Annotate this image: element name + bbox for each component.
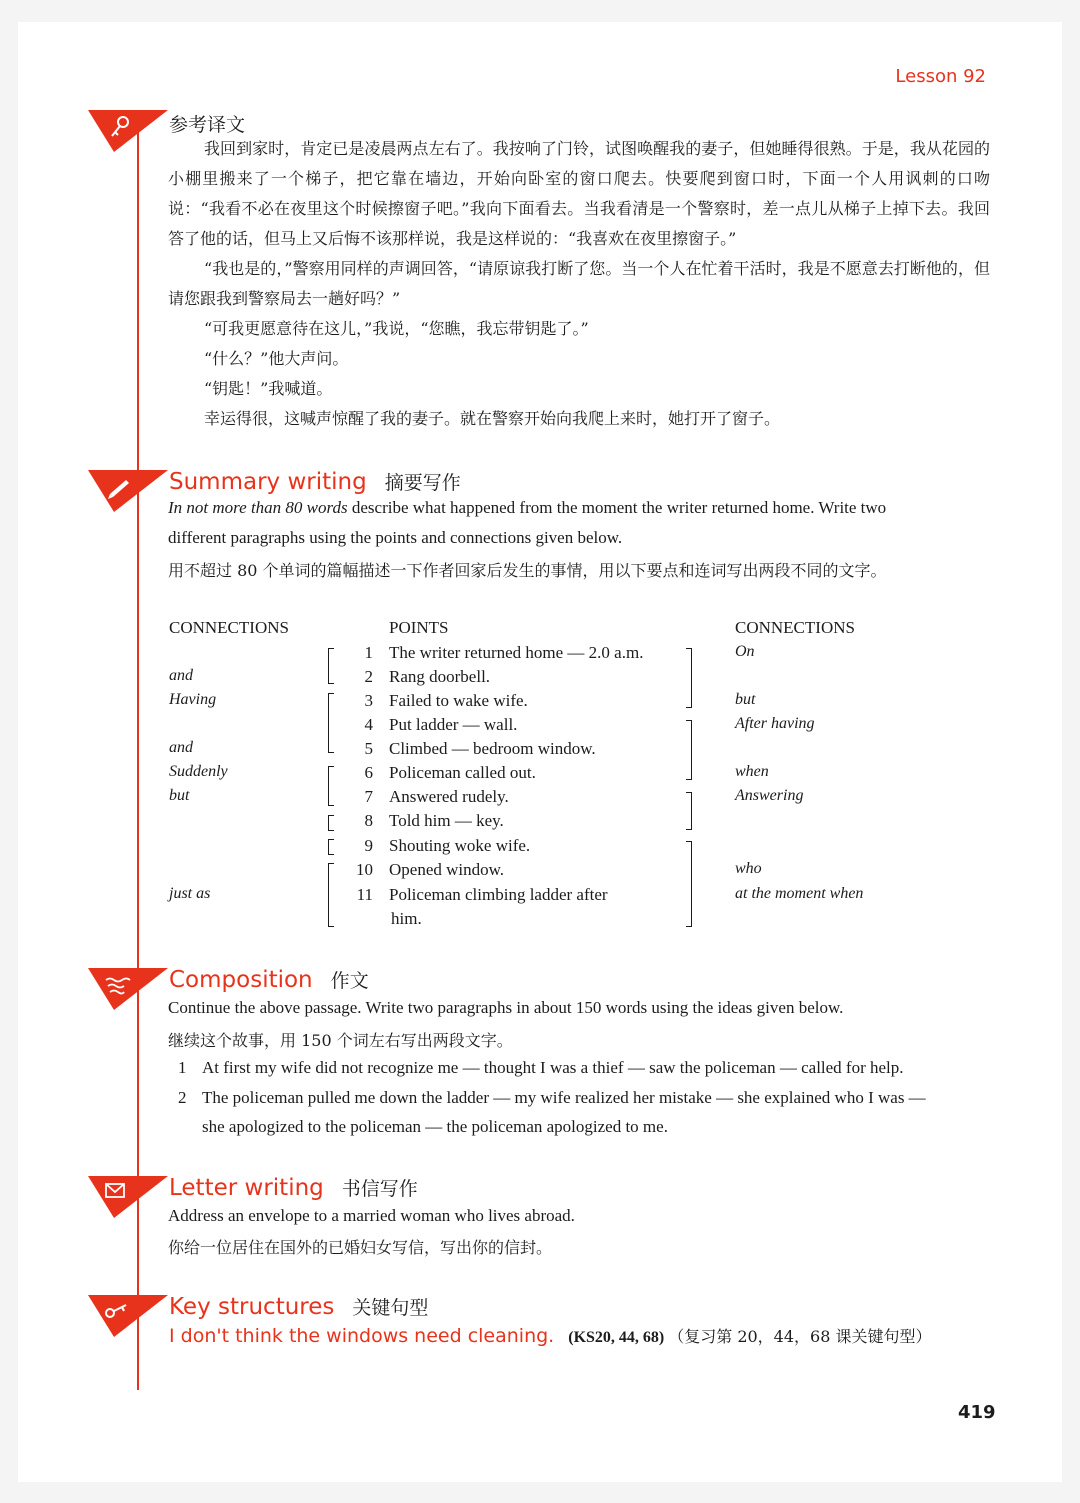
composition-heading: [169, 966, 369, 993]
section-marker-key: [88, 1293, 168, 1339]
right-connection: who: [735, 860, 762, 877]
right-connection: when: [735, 763, 769, 780]
left-connection: and: [169, 739, 193, 756]
key-reference-zh: （复习第 20，44，68 课关键句型）: [668, 1327, 932, 1346]
bracket-left: [328, 815, 334, 831]
point-number: 2: [364, 667, 373, 686]
item-number: 1: [178, 1058, 187, 1077]
bracket-left: [328, 766, 334, 806]
bracket-left: [328, 863, 334, 927]
summary-heading: [169, 468, 461, 495]
composition-item-2-continued: she apologized to the policeman — the policeman apologized to me.: [202, 1117, 668, 1136]
bracket-left: [328, 839, 334, 855]
key-title-en: Key structures: [169, 1294, 335, 1320]
left-connection: Suddenly: [169, 763, 228, 780]
key-heading: [169, 1293, 428, 1320]
summary-instruction-zh: 用不超过 80 个单词的篇幅描述一下作者回家后发生的事情，用以下要点和连词写出两段不同的文字。: [168, 561, 887, 580]
letter-instruction: Address an envelope to a married woman who lives abroad.: [168, 1206, 575, 1225]
point-number: 6: [364, 763, 373, 782]
point-text: Opened window.: [389, 860, 505, 879]
point-text: Policeman climbing ladder after: [389, 885, 608, 904]
letter-title-en: Letter writing: [169, 1175, 324, 1201]
translation-paragraph-4: “什么？”他大声问。: [204, 349, 349, 368]
composition-instruction-zh: 继续这个故事，用 150 个词左右写出两段文字。: [168, 1031, 513, 1050]
point-number: 5: [364, 739, 373, 758]
col-header-points: POINTS: [389, 618, 449, 637]
point-text: Policeman called out.: [389, 763, 536, 782]
bracket-right: [686, 841, 692, 927]
point-number: 10: [356, 860, 373, 879]
left-connection: and: [169, 667, 193, 684]
point-text: Climbed — bedroom window.: [389, 739, 596, 758]
translation-paragraph-3: “可我更愿意待在这儿，”我说，“您瞧，我忘带钥匙了。”: [204, 319, 589, 338]
point-number: 9: [364, 836, 373, 855]
bracket-right: [686, 648, 692, 708]
left-connection: just as: [169, 885, 211, 902]
point-number: 1: [364, 643, 373, 662]
point-text: Put ladder — wall.: [389, 715, 518, 734]
key-reference: (KS20, 44, 68): [568, 1329, 665, 1346]
point-text: Failed to wake wife.: [389, 691, 528, 710]
item-text: At first my wife did not recognize me — thought I was a thief — saw the policeman — called for help.: [202, 1058, 904, 1077]
col-header-connections-left: CONNECTIONS: [169, 618, 289, 637]
section-marker-summary: [88, 468, 168, 514]
left-connection: but: [169, 787, 190, 804]
summary-instruction-rest: describe what happened from the moment the writer returned home. Write two: [347, 498, 887, 517]
key-title-zh: 关键句型: [352, 1297, 429, 1319]
item-number: 2: [178, 1088, 187, 1107]
point-number: 4: [364, 715, 373, 734]
translation-paragraph-5: “钥匙！”我喊道。: [204, 379, 333, 398]
point-number: 8: [364, 811, 373, 830]
translation-title: 参考译文: [169, 114, 246, 136]
summary-instruction-line1: [168, 498, 886, 518]
item-text: The policeman pulled me down the ladder — my wife realized her mistake — she explained who I was —: [202, 1088, 926, 1107]
point-text: Told him — key.: [389, 811, 504, 830]
point-text: Rang doorbell.: [389, 667, 491, 686]
summary-instruction-line2: different paragraphs using the points and connections given below.: [168, 528, 623, 547]
letter-instruction-zh: 你给一位居住在国外的已婚妇女写信，写出你的信封。: [168, 1238, 553, 1257]
bracket-right: [686, 720, 692, 780]
section-marker-translation: [88, 108, 168, 154]
lesson-label: Lesson 92: [895, 66, 986, 87]
left-connection: Having: [169, 691, 217, 708]
right-connection: at the moment when: [735, 885, 864, 902]
bracket-left: [328, 648, 334, 684]
col-header-connections-right: CONNECTIONS: [735, 618, 855, 637]
translation-paragraph-1: 我回到家时，肯定已是凌晨两点左右了。我按响了门铃，试图唤醒我的妻子，但她睡得很熟。于是，我从花园的小棚里搬来了一个梯子，把它靠在墙边，开始向卧室的窗口爬去。快要爬到窗口时，下面一个人用讽刺的口吻说：“我看不必在夜里这个时候擦窗子吧。”我向下面看去。当我看清是一个警察时，差一点儿从梯子上掉下去。我回答了他的话，但马上又后悔不该那样说，我是这样说的：“我喜欢在夜里擦窗子。”: [168, 139, 990, 248]
point-number: 3: [364, 691, 373, 710]
point-text-continued: him.: [391, 909, 422, 928]
composition-instruction: Continue the above passage. Write two paragraphs in about 150 words using the ideas given below.: [168, 998, 844, 1017]
point-text: The writer returned home — 2.0 a.m.: [389, 643, 644, 662]
summary-title-zh: 摘要写作: [384, 472, 461, 494]
bracket-right: [686, 792, 692, 830]
bracket-left: [328, 693, 334, 753]
section-marker-composition: [88, 966, 168, 1012]
point-number: 7: [364, 787, 373, 806]
right-connection: On: [735, 643, 755, 660]
page-number: 419: [958, 1402, 996, 1423]
composition-title-zh: 作文: [330, 970, 369, 992]
translation-paragraph-6: 幸运得很，这喊声惊醒了我的妻子。就在警察开始向我爬上来时，她打开了窗子。: [204, 409, 781, 428]
letter-title-zh: 书信写作: [341, 1178, 418, 1200]
key-sentence: I don't think the windows need cleaning.: [169, 1325, 555, 1347]
translation-paragraph-2: “我也是的，”警察用同样的声调回答，“请原谅我打断了您。当一个人在忙着干活时，我是不愿意去打断他的，但请您跟我到警察局去一趟好吗？”: [168, 259, 990, 308]
right-connection: but: [735, 691, 756, 708]
letter-heading: [169, 1174, 418, 1201]
summary-title-en: Summary writing: [169, 469, 367, 495]
composition-title-en: Composition: [169, 967, 313, 993]
composition-item-2: [178, 1088, 926, 1108]
section-marker-letter: [88, 1174, 168, 1220]
composition-item-1: [178, 1058, 904, 1078]
point-text: Answered rudely.: [389, 787, 509, 806]
right-connection: Answering: [735, 787, 804, 804]
key-structure-line: [169, 1324, 932, 1347]
point-number: 11: [356, 885, 373, 904]
point-text: Shouting woke wife.: [389, 836, 531, 855]
summary-instruction-italic: In not more than 80 words: [168, 498, 348, 517]
right-connection: After having: [735, 715, 815, 732]
